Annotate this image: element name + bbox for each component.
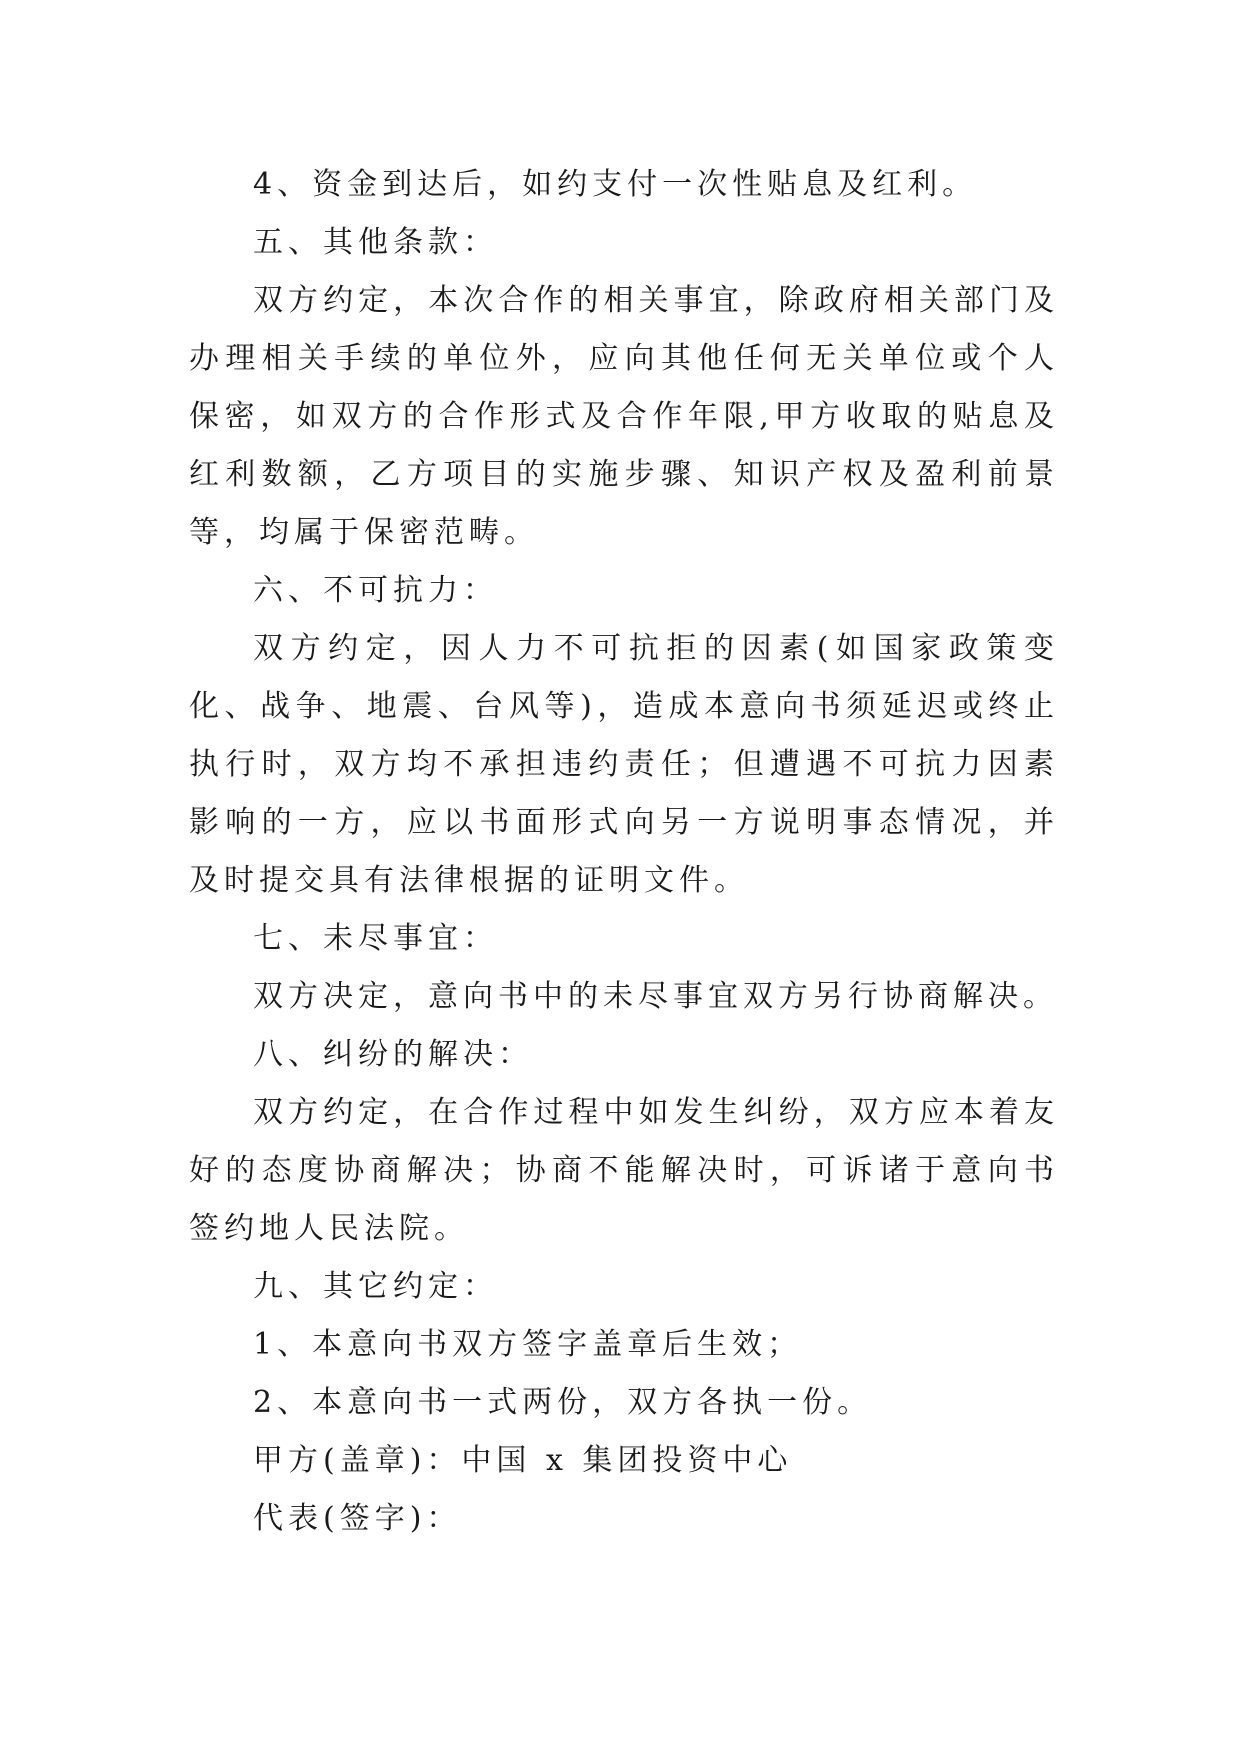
confidentiality-paragraph: 双方约定，本次合作的相关事宜，除政府相关部门及办理相关手续的单位外，应向其他任何无关单位或个人保密，如双方的合作形式及合作年限,甲方收取的贴息及红利数额，乙方项目的实施步骤、知识产权及盈利前景等，均属于保密范畴。 [189, 283, 1059, 550]
dispute-resolution-paragraph: 双方约定，在合作过程中如发生纠纷，双方应本着友好的态度协商解决；协商不能解决时，可诉诸于意向书签约地人民法院。 [189, 1095, 1059, 1246]
heading-force-majeure: 六、不可抗力： [253, 573, 498, 608]
outstanding-matters-paragraph: 双方决定，意向书中的未尽事宜双方另行协商解决。 [253, 979, 1058, 1014]
heading-other-terms: 五、其他条款： [253, 225, 498, 260]
agreement-item-1: 1、本意向书双方签字盖章后生效； [253, 1327, 803, 1362]
force-majeure-paragraph: 双方约定，因人力不可抗拒的因素(如国家政策变化、战争、地震、台风等)，造成本意向书须延迟或终止执行时，双方均不承担违约责任；但遭遇不可抗力因素影响的一方，应以书面形式向另一方说明事态情况，并及时提交具有法律根据的证明文件。 [189, 631, 1059, 898]
representative-signature-line: 代表(签字)： [253, 1501, 462, 1536]
heading-outstanding-matters: 七、未尽事宜： [253, 921, 498, 956]
heading-dispute-resolution: 八、纠纷的解决： [253, 1037, 533, 1072]
agreement-item-2: 2、本意向书一式两份，双方各执一份。 [253, 1385, 873, 1420]
heading-other-agreements: 九、其它约定： [253, 1269, 498, 1304]
party-a-seal-line: 甲方(盖章)：中国 x 集团投资中心 [253, 1443, 793, 1478]
clause-4-payment: 4、资金到达后，如约支付一次性贴息及红利。 [253, 167, 978, 202]
document-body [189, 156, 1059, 1548]
